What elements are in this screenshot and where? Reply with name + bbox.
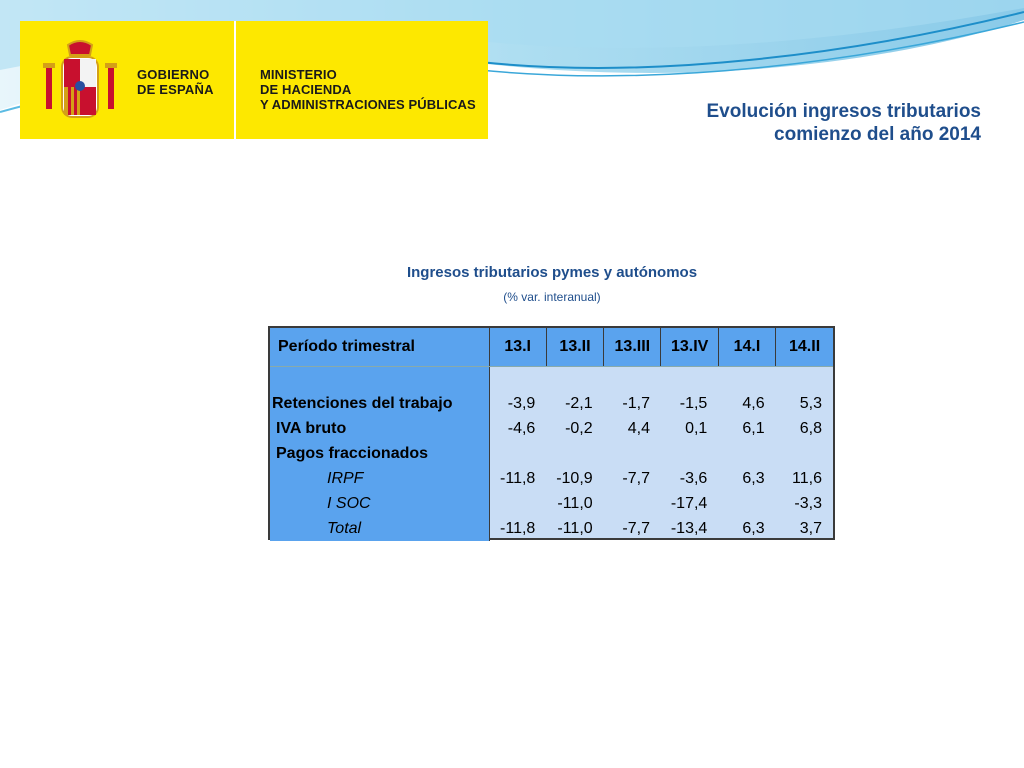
table-cell [489, 491, 546, 516]
table-cell: -0,2 [565, 419, 593, 437]
logo-divider [234, 21, 236, 139]
table-cell: -2,1 [565, 394, 593, 412]
table-cell [718, 491, 775, 516]
table-cell: 6,3 [742, 519, 765, 537]
ministerio-text: MINISTERIO DE HACIENDA Y ADMINISTRACIONES PÚBLICAS [260, 67, 476, 112]
table-cell: -17,4 [670, 494, 708, 512]
table-cell: -10,9 [556, 469, 593, 487]
row-label: Total [270, 516, 489, 541]
table-cell: 3,7 [799, 519, 822, 537]
table-cell [546, 441, 603, 466]
table-cell [718, 441, 775, 466]
table-row [270, 516, 833, 541]
table-cell: -1,7 [622, 394, 650, 412]
table-cell: 6,3 [742, 469, 765, 487]
table-cell [604, 441, 661, 466]
table-cell [604, 491, 661, 516]
column-header: 13.II [546, 328, 603, 367]
table-cell: 11,6 [792, 469, 822, 487]
table-cell [661, 441, 718, 466]
table-header-row [270, 328, 833, 367]
column-header: 14.II [776, 328, 833, 367]
row-label: Pagos fraccionados [270, 441, 489, 466]
table-cell: 4,4 [627, 419, 650, 437]
row-label: I SOC [270, 491, 489, 516]
header-label: Período trimestral [270, 328, 489, 367]
slide-title-line2: comienzo del año 2014 [774, 124, 981, 145]
table-cell: 0,1 [685, 419, 708, 437]
table-cell [489, 441, 546, 466]
column-header: 14.I [718, 328, 775, 367]
table-spacer-row [270, 367, 833, 392]
slide-title-line1: Evolución ingresos tributarios [706, 101, 981, 122]
row-label: Retenciones del trabajo [270, 391, 489, 416]
table-cell: 6,8 [799, 419, 822, 437]
table-cell: -1,5 [679, 394, 708, 412]
table-cell: -7,7 [622, 519, 650, 537]
table-cell: -3,9 [489, 391, 546, 416]
slide-title [707, 100, 982, 146]
table-cell: -3,6 [679, 469, 708, 487]
table-cell: -7,7 [622, 469, 650, 487]
tax-revenue-table [268, 326, 835, 540]
table-row [270, 466, 833, 491]
column-header: 13.I [489, 328, 546, 367]
table-cell: -13,4 [670, 519, 708, 537]
table-cell: -11,0 [557, 494, 593, 512]
table-cell: -4,6 [489, 416, 546, 441]
table-cell: 4,6 [742, 394, 765, 412]
table-title: Ingresos tributarios pymes y autónomos [406, 264, 698, 281]
table-subtitle: (% var. interanual) [503, 290, 601, 304]
table-row [270, 441, 833, 466]
column-header: 13.IV [661, 328, 718, 367]
row-label: IRPF [270, 466, 489, 491]
table-row [270, 391, 833, 416]
row-label: IVA bruto [270, 416, 489, 441]
table-cell: -3,3 [794, 494, 822, 512]
government-logo-banner [20, 21, 488, 139]
table-row [270, 416, 833, 441]
coat-of-arms-icon [40, 37, 120, 123]
table-cell: -11,8 [489, 516, 546, 541]
table-cell [776, 441, 833, 466]
table-cell: -11,8 [489, 466, 546, 491]
table-cell: 5,3 [799, 394, 822, 412]
table-cell: 6,1 [742, 419, 765, 437]
table-row [270, 491, 833, 516]
column-header: 13.III [604, 328, 661, 367]
table-cell: -11,0 [557, 519, 593, 537]
gobierno-de-espana-text: GOBIERNO DE ESPAÑA [137, 67, 214, 97]
